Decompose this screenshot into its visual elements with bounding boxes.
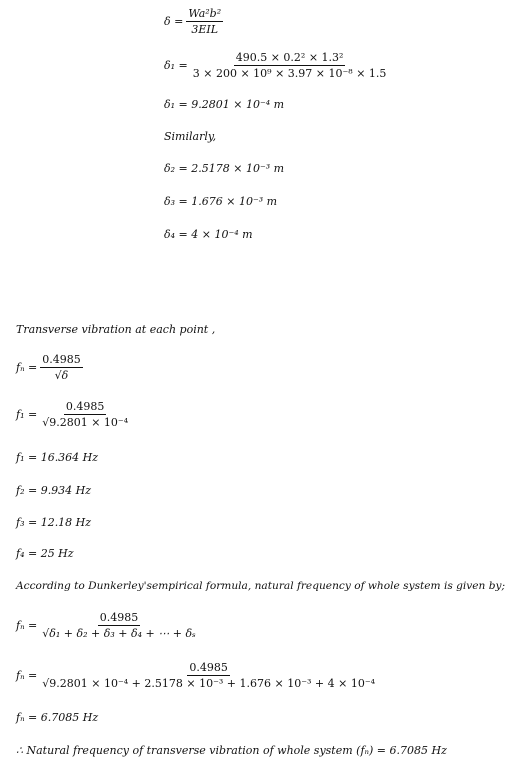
f1-substitution-fraction [40, 401, 130, 428]
dunkerley-substitution-denominator: √9.2801 × 10⁻⁴ + 2.5178 × 10⁻³ + 1.676 × 10⁻³ + 4 × 10⁻⁴ [42, 677, 376, 690]
deflection-formula-fraction [186, 8, 223, 35]
deflection-formula-denominator: 3EIL [191, 23, 219, 36]
dunkerley-substitution-numerator: 0.4985 [189, 661, 228, 674]
f1-substitution-lhs: f₁ = [16, 408, 38, 421]
f4-value: f₄ = 25 Hz [16, 547, 74, 560]
natural-frequency-formula-fraction [40, 354, 83, 381]
delta2-value: δ₂ = 2.5178 × 10⁻³ m [164, 162, 285, 175]
f2-value: f₂ = 9.934 Hz [16, 484, 92, 497]
f1-substitution [16, 401, 130, 428]
delta4-value: δ₄ = 4 × 10⁻⁴ m [164, 228, 253, 241]
f1-substitution-numerator: 0.4985 [65, 400, 105, 413]
natural-frequency-formula [16, 354, 83, 381]
delta1-substitution-lhs: δ₁ = [164, 59, 188, 72]
transverse-heading: Transverse vibration at each point , [16, 323, 216, 336]
deflection-formula [164, 8, 223, 35]
conclusion-text: ∴ Natural frequency of transverse vibration of whole system (fₙ) = 6.7085 Hz [16, 744, 447, 757]
dunkerley-formula-lhs: fₙ = [16, 619, 38, 632]
delta1-value: δ₁ = 9.2801 × 10⁻⁴ m [164, 98, 285, 111]
delta3-value: δ₃ = 1.676 × 10⁻³ m [164, 195, 278, 208]
dunkerley-formula-fraction [40, 612, 198, 639]
natural-frequency-formula-numerator: 0.4985 [42, 353, 81, 366]
delta1-substitution [164, 52, 388, 79]
dunkerley-formula-denominator: √δ₁ + δ₂ + δ₃ + δ₄ + ⋯ + δₛ [42, 627, 196, 640]
delta1-substitution-denominator: 3 × 200 × 10⁹ × 3.97 × 10⁻⁸ × 1.5 [192, 67, 387, 80]
dunkerley-substitution-lhs: fₙ = [16, 669, 38, 682]
dunkerley-substitution [16, 662, 377, 689]
dunkerley-text: According to Dunkerley'sempirical formula, natural frequency of whole system is given by; [16, 580, 506, 592]
f1-value: f₁ = 16.364 Hz [16, 451, 99, 464]
fn-result: fₙ = 6.7085 Hz [16, 711, 99, 724]
dunkerley-formula-numerator: 0.4985 [99, 611, 139, 624]
natural-frequency-formula-lhs: fₙ = [16, 361, 38, 374]
similarly-text: Similarly, [164, 130, 217, 143]
f3-value: f₃ = 12.18 Hz [16, 516, 92, 529]
deflection-formula-numerator: Wa²b² [188, 7, 222, 20]
delta1-substitution-fraction [191, 52, 389, 79]
delta1-substitution-numerator: 490.5 × 0.2² × 1.3² [235, 51, 344, 64]
dunkerley-formula [16, 612, 198, 639]
f1-substitution-denominator: √9.2801 × 10⁻⁴ [42, 416, 129, 429]
deflection-formula-lhs: δ = [164, 15, 184, 28]
natural-frequency-formula-denominator: √δ [54, 369, 69, 382]
dunkerley-substitution-fraction [40, 662, 377, 689]
